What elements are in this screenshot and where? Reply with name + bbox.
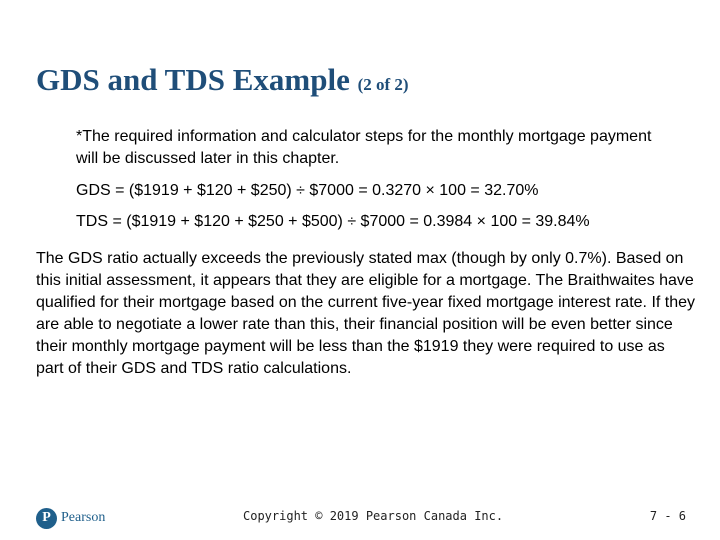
copyright-notice: Copyright © 2019 Pearson Canada Inc.: [243, 509, 504, 523]
calculator-note: *The required information and calculator steps for the monthly mortgage payment will be discussed later in this chapter.: [76, 128, 652, 167]
page-number: 7 - 6: [649, 509, 686, 523]
slide-title-text: GDS and TDS Example: [36, 62, 350, 97]
body-paragraph: The GDS ratio actually exceeds the previously stated max (though by only 0.7%). Based on this initial assessment, it appears that they are eligible for a mortgage. The Braithwaites have qualified for their mortgage based on the current five-year fixed mortgage interest rate. If they are able to negotiate a lower rate than this, their financial position will be even better since their monthly mortgage payment will be less than the $1919 they were required to use as part of their GDS and TDS ratio calculations.: [36, 250, 696, 377]
pearson-logo-icon: P: [36, 508, 57, 529]
tds-calculation: TDS = ($1919 + $120 + $250 + $500) ÷ $7000 = 0.3984 × 100 = 39.84%: [76, 213, 590, 230]
pearson-logo: [36, 505, 105, 531]
slide-title: [36, 62, 409, 98]
gds-calculation: GDS = ($1919 + $120 + $250) ÷ $7000 = 0.3270 × 100 = 32.70%: [76, 182, 539, 199]
slide-title-suffix: (2 of 2): [357, 75, 409, 94]
pearson-logo-wordmark: Pearson: [61, 510, 106, 525]
